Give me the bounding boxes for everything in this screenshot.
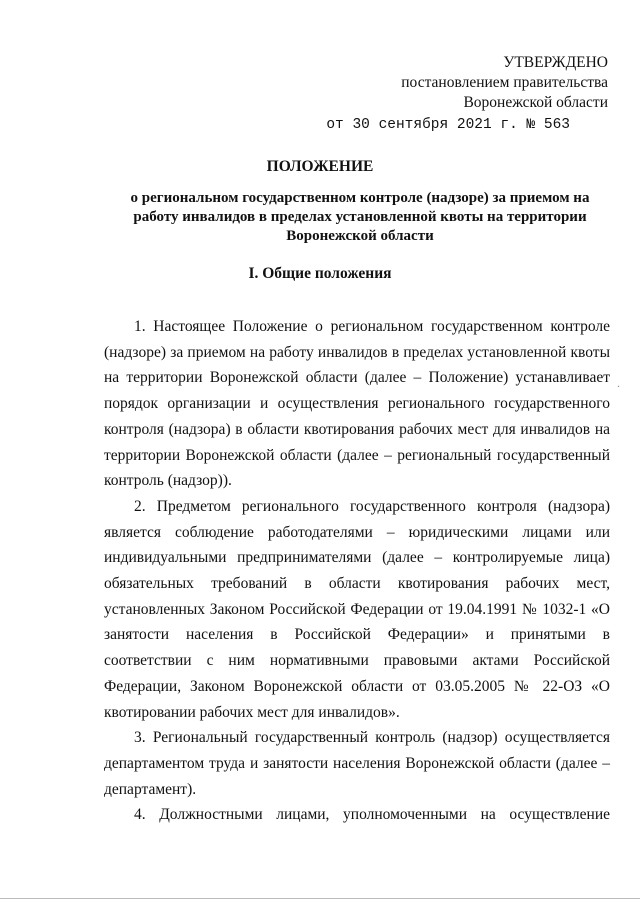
- approval-stamp: [326, 53, 608, 135]
- page-edge-line: [0, 898, 640, 899]
- approval-region: Воронежской области: [463, 94, 608, 111]
- paragraph-3: 3. Региональный государственный контроль (надзор) осуществляется департаментом труда и занятости населения Воронежской области (далее – департамент).: [104, 729, 610, 798]
- section-heading: I. Общие положения: [248, 265, 392, 282]
- approval-issuer: постановлением правительства: [401, 74, 608, 91]
- approval-date-number: от 30 сентября 2021 г. № 563: [326, 117, 570, 133]
- document-title: ПОЛОЖЕНИЕ: [266, 158, 374, 175]
- document-subtitle: о региональном государственном контроле (надзоре) за приемом на работу инвалидов в пределах установленной квоты на территории Воронежской области: [130, 190, 590, 244]
- paragraph-4: 4. Должностными лицами, уполномоченными на осуществление: [134, 806, 610, 824]
- document-body: [104, 314, 610, 828]
- paragraph-1: 1. Настоящее Положение о региональном государственном контроле (надзоре) за приемом на работу инвалидов в пределах установленной квоты на территории Воронежской области (далее – Положение) устанавливает порядок организации и осуществления регионального государственного контроля (надзора) в области квотирования рабочих мест для инвалидов на территории Воронежской области (далее – региональный государственный контроль (надзор)).: [104, 318, 610, 490]
- approval-title: УТВЕРЖДЕНО: [503, 54, 608, 71]
- margin-mark: .: [617, 376, 620, 390]
- paragraph-2: 2. Предметом регионального государственного контроля (надзора) является соблюдение работодателями – юридическими лицами или индивидуальными предпринимателями (далее – контролируемые лица) обязательных требований в области квотирования рабочих мест, установленных Законом Российской Федерации от 19.04.1991 № 1032-1 «О занятости населения в Российской Федерации» и принятыми в соответствии с ним нормативными правовыми актами Российской Федерации, Законом Воронежской области от 03.05.2005 № 22-ОЗ «О квотировании рабочих мест для инвалидов».: [104, 497, 610, 721]
